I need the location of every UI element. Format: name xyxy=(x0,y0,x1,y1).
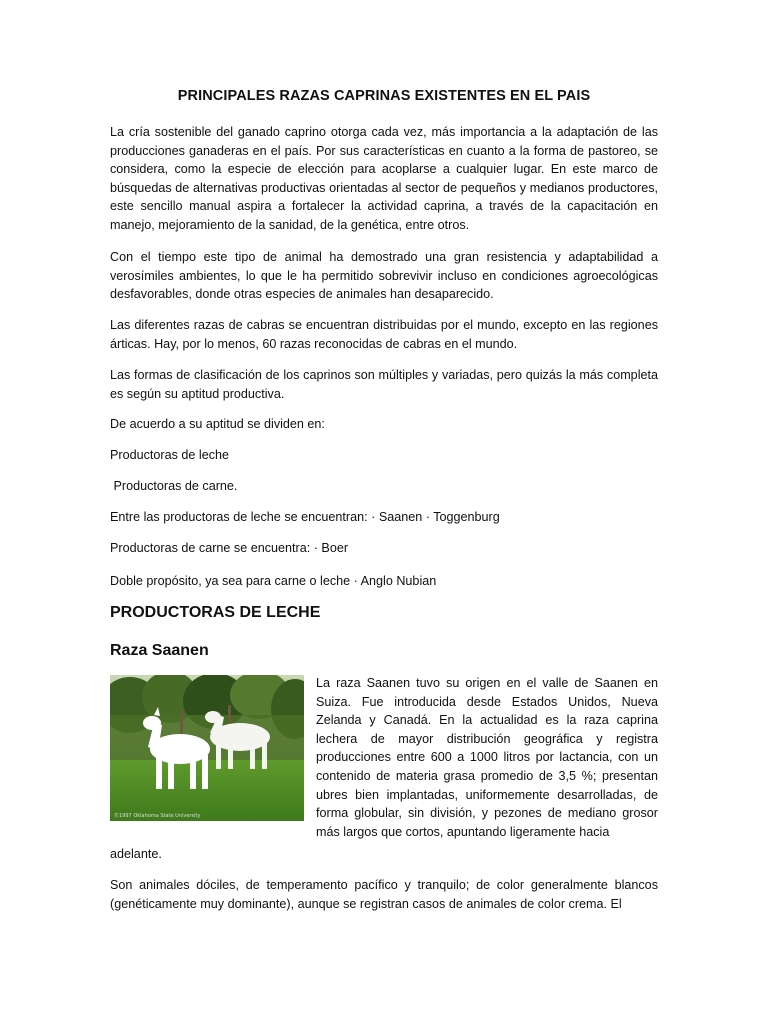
saanen-goats-photo xyxy=(110,675,304,821)
list-item-meat: Productoras de carne. xyxy=(110,479,238,493)
subsection-heading: Raza Saanen xyxy=(110,642,209,659)
list-item-dual-purpose: Doble propósito, ya sea para carne o leche · Anglo Nubian xyxy=(110,574,437,588)
paragraph-resistance: Con el tiempo este tipo de animal ha demostrado una gran resistencia y adaptabilidad a verosímiles ambientes, lo que le ha permitido sobrevivir incluso en condiciones agroecológicas desfavorables, donde otras especies de animales han desaparecido. xyxy=(110,250,658,302)
list-item-milk-breeds: Entre las productoras de leche se encuentran: · Saanen · Toggenburg xyxy=(110,510,500,524)
paragraph-intro: La cría sostenible del ganado caprino otorga cada vez, más importancia a la adaptación de las producciones ganaderas en el país. Por sus características en cuanto a la forma de pastoreo, se considera, como la especie de elección para acoplarse a cualquier lugar. En este marco de búsquedas de alternativas productivas orientadas al sector de pequeños y medianos productores, este sencillo manual aspira a fortalecer la actividad caprina, a través de la capacitación en manejo, mejoramiento de la sanidad, de la genética, entre otros. xyxy=(110,125,658,232)
paragraph-temperament: Son animales dóciles, de temperamento pacífico y tranquilo; de color generalmente blancos (genéticamente muy dominante), aunque se registran casos de animales de color crema. El xyxy=(110,878,658,911)
list-item-milk: Productoras de leche xyxy=(110,448,230,462)
document-title: PRINCIPALES RAZAS CAPRINAS EXISTENTES EN EL PAIS xyxy=(177,88,591,104)
paragraph-aptitude: De acuerdo a su aptitud se dividen en: xyxy=(110,417,325,431)
paragraph-classification: Las formas de clasificación de los caprinos son múltiples y variadas, pero quizás la más completa es según su aptitud productiva. xyxy=(110,368,658,401)
saanen-description: La raza Saanen tuvo su origen en el valle de Saanen en Suiza. Fue introducida desde Estados Unidos, Nueva Zelanda y Canadá. En la actualidad es la raza caprina lechera de mayor distribución geográfica y registra producciones entre 600 a 1000 litros por lactancia, con un contenido de materia grasa promedio de 3,5 %; presentan ubres bien implantadas, uniformemente desarrolladas, de forma globular, sin división, y pezones de mediano grosor más largos que cortos, apuntando ligeramente hacia xyxy=(316,676,658,839)
saanen-description-end: adelante. xyxy=(110,847,162,861)
photo-credit: ©1997 Oklahoma State University xyxy=(114,813,201,819)
paragraph-distribution: Las diferentes razas de cabras se encuentran distribuidas por el mundo, excepto en las regiones árticas. Hay, por lo menos, 60 razas reconocidas de cabras en el mundo. xyxy=(110,318,658,351)
list-item-meat-breeds: Productoras de carne se encuentra: · Boer xyxy=(110,541,349,555)
section-heading: PRODUCTORAS DE LECHE xyxy=(110,604,321,621)
